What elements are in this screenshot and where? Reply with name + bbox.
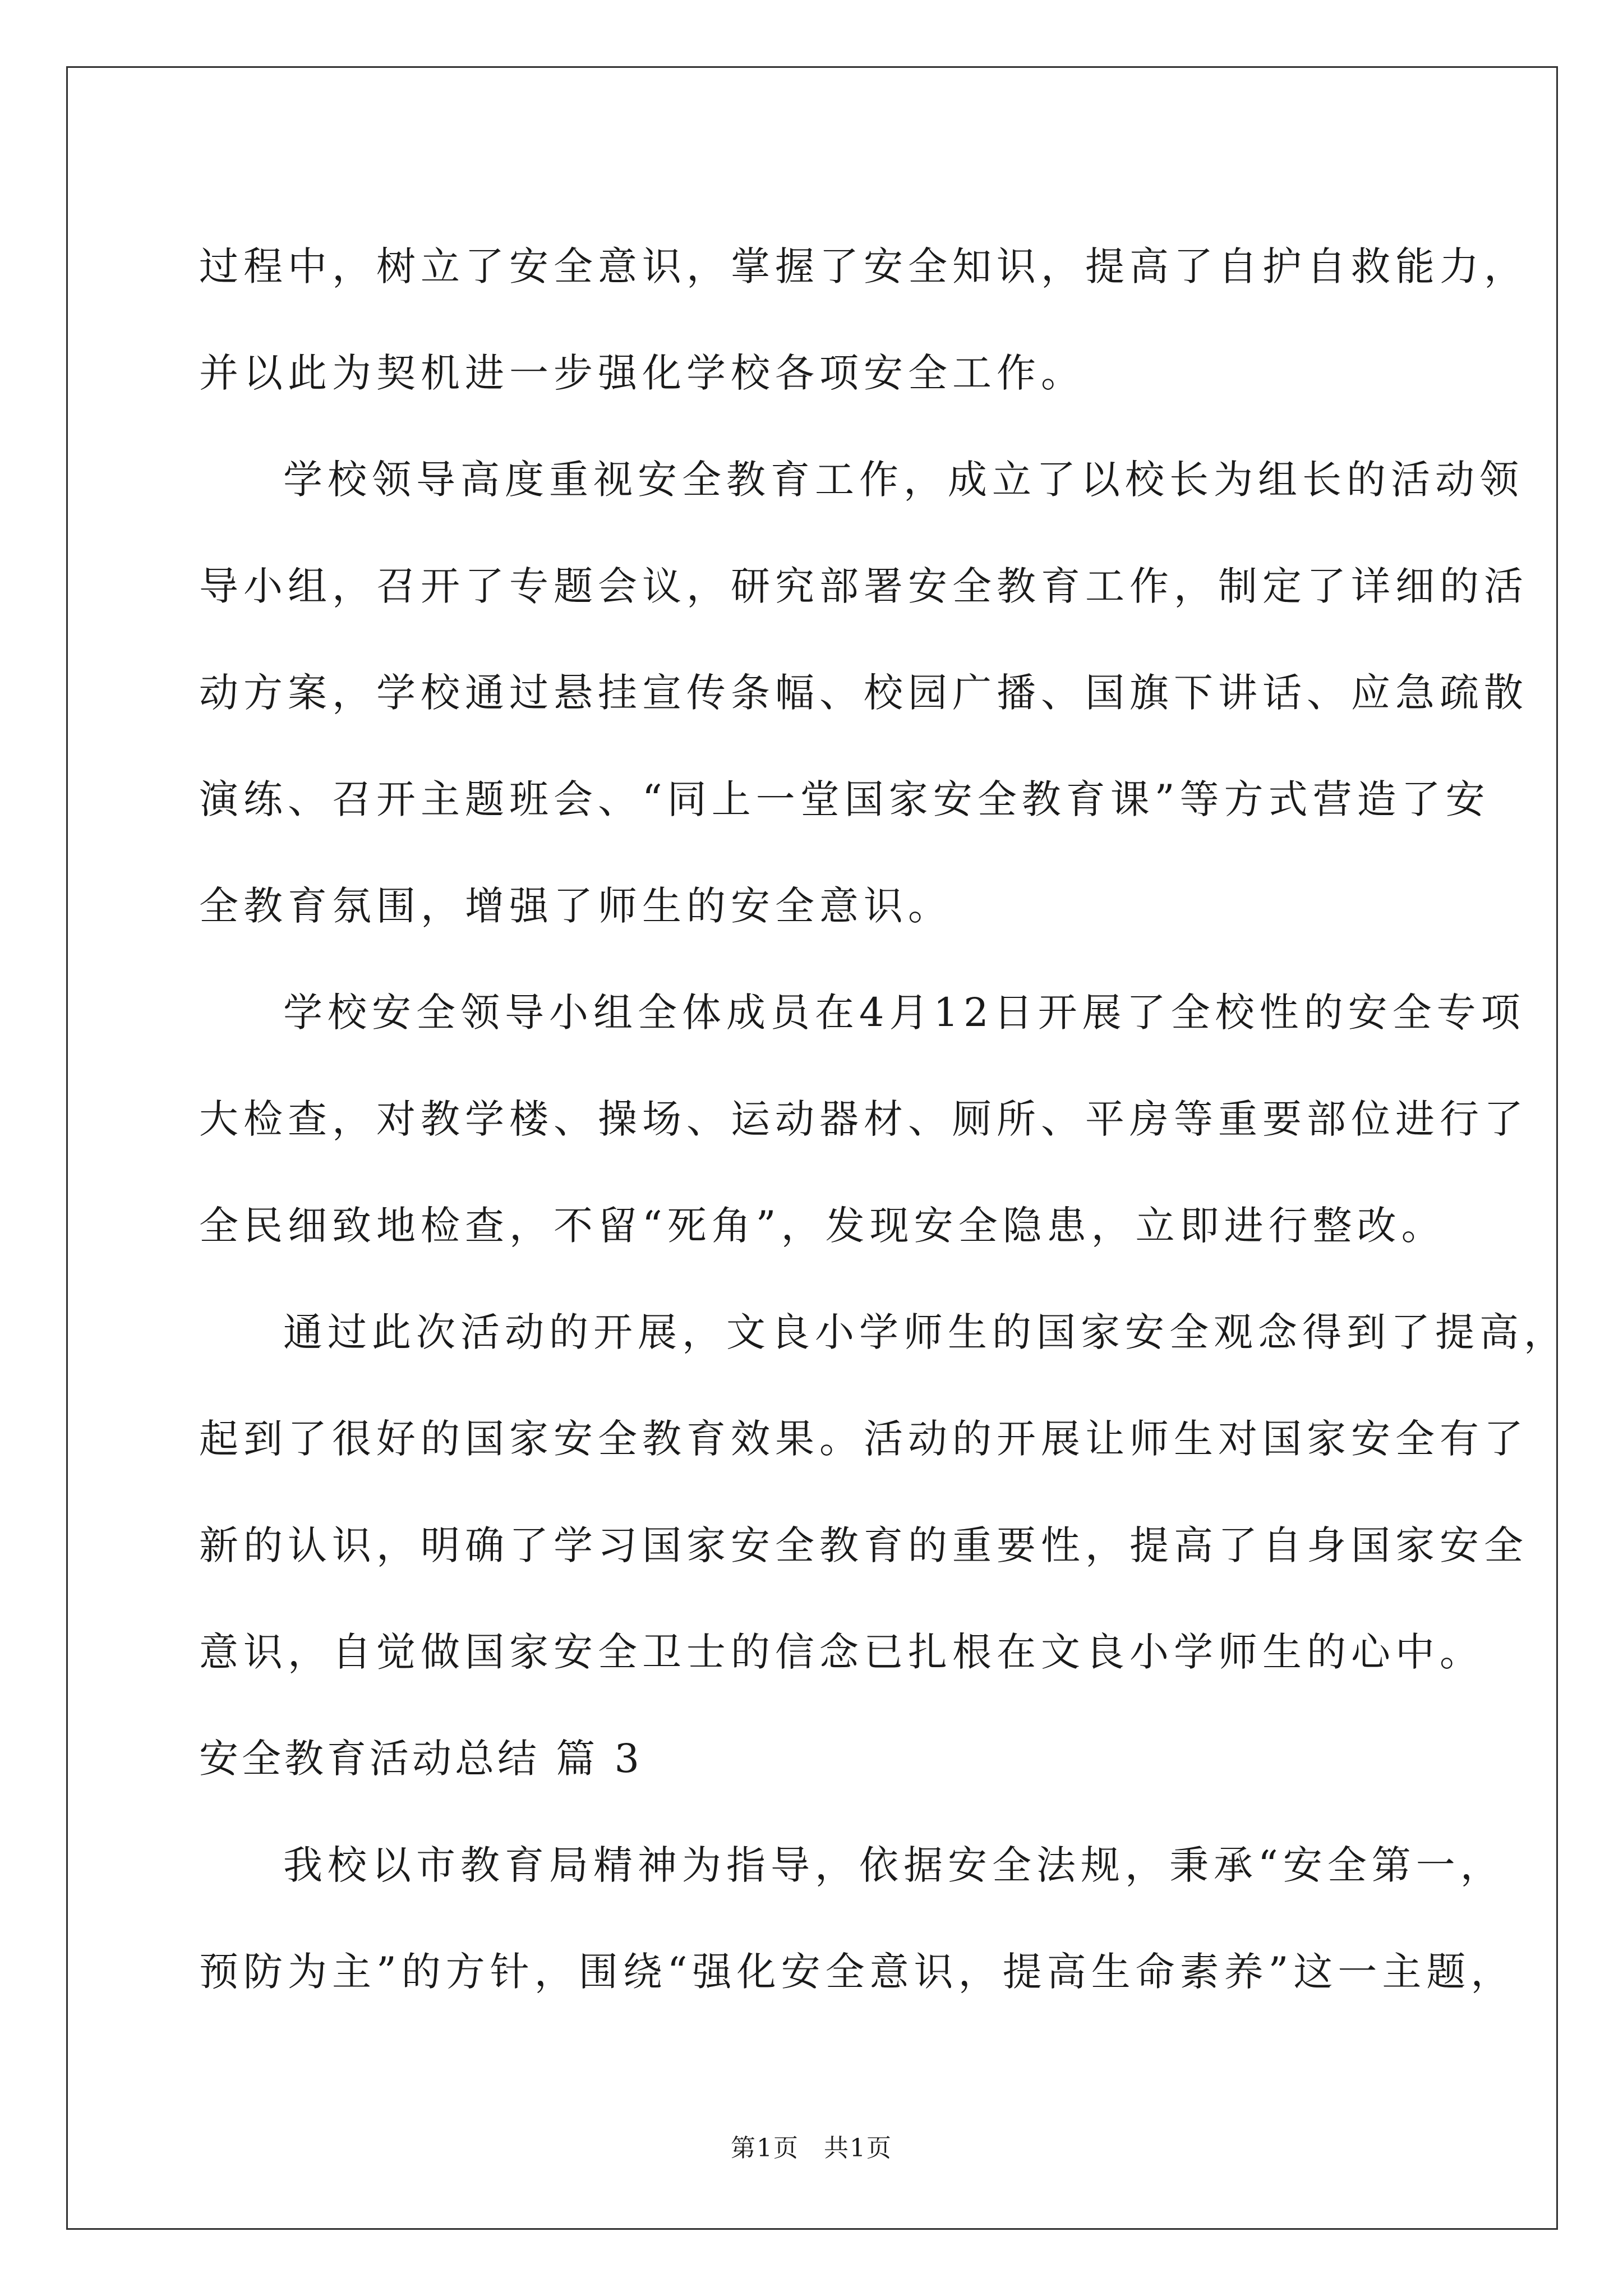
paragraph-start-line: 我校以市教育局精神为指导，依据安全法规，秉承“安全第一， xyxy=(283,1842,1505,1888)
section-heading: 安全教育活动总结 篇 3 xyxy=(199,1736,643,1782)
text-line: 全教育氛围，增强了师生的安全意识。 xyxy=(199,883,952,929)
document-body xyxy=(199,213,1568,2025)
paragraph-start-line: 学校安全领导小组全体成员在4月12日开展了全校性的安全专项 xyxy=(283,990,1525,1036)
page-number-current: 第1页 xyxy=(731,2134,799,2162)
text-line: 并以此为契机进一步强化学校各项安全工作。 xyxy=(199,350,1085,396)
text-line: 演练、召开主题班会、“同上一堂国家安全教育课”等方式营造了安 xyxy=(199,776,1490,822)
text-line: 新的认识，明确了学习国家安全教育的重要性，提高了自身国家安全 xyxy=(199,1522,1528,1568)
text-line: 预防为主”的方针，围绕“强化安全意识，提高生命素养”这一主题， xyxy=(199,1949,1515,1995)
page-footer xyxy=(0,2132,1623,2165)
text-line: 全民细致地检查，不留“死角”，发现安全隐患，立即进行整改。 xyxy=(199,1203,1446,1249)
text-line: 意识，自觉做国家安全卫士的信念已扎根在文良小学师生的心中。 xyxy=(199,1629,1484,1675)
paragraph-start-line: 学校领导高度重视安全教育工作，成立了以校长为组长的活动领 xyxy=(283,457,1524,503)
text-line: 大检查，对教学楼、操场、运动器材、厕所、平房等重要部位进行了 xyxy=(199,1096,1528,1142)
text-line: 导小组，召开了专题会议，研究部署安全教育工作，制定了详细的活 xyxy=(199,563,1528,609)
page-number-total: 共1页 xyxy=(824,2134,892,2162)
text-line: 过程中，树立了安全意识，掌握了安全知识，提高了自护自救能力， xyxy=(199,243,1528,289)
text-line: 起到了很好的国家安全教育效果。活动的开展让师生对国家安全有了 xyxy=(199,1416,1528,1462)
paragraph-start-line: 通过此次活动的开展，文良小学师生的国家安全观念得到了提高， xyxy=(283,1309,1568,1355)
text-line: 动方案，学校通过悬挂宣传条幅、校园广播、国旗下讲话、应急疏散 xyxy=(199,670,1528,716)
